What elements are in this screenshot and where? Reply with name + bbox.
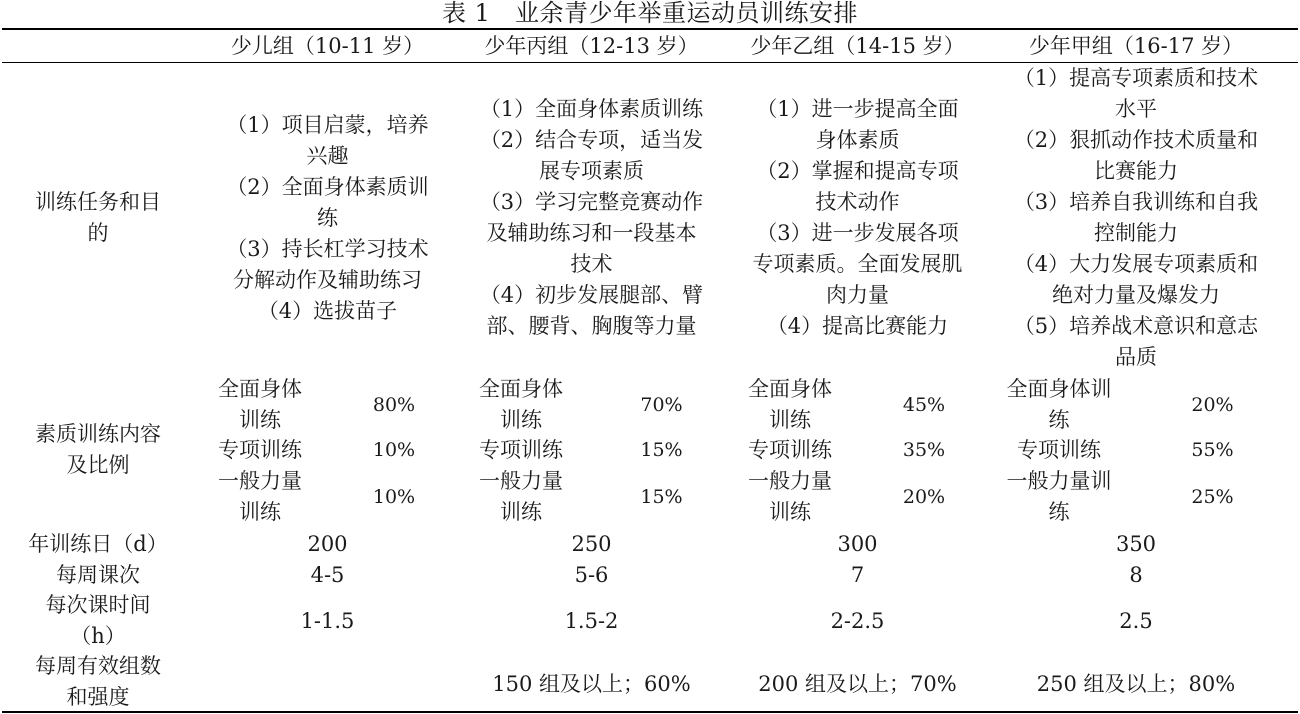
column-header-1-line: 少儿组（10-11 岁） <box>230 33 425 58</box>
task-cell-2 <box>458 63 725 373</box>
days-cell-2-lines <box>571 529 611 560</box>
task-cell-3-line: 技术动作 <box>815 190 900 214</box>
days-cell-2-line: 250 <box>571 531 612 556</box>
content-pct-1-2-line: 10% <box>372 438 416 461</box>
weekly-cell-3-line: 7 <box>850 562 865 587</box>
task-cell-1-line: （3）持长杠学习技术 <box>226 236 429 261</box>
row-label-tasks-line: 的 <box>87 221 109 245</box>
column-header-1 <box>200 30 455 62</box>
content-pct-4-1-lines <box>1191 390 1233 421</box>
row-label-weekly <box>8 560 188 590</box>
duration-cell-3-lines <box>831 606 885 637</box>
task-cell-1-lines <box>226 110 428 327</box>
duration-cell-4-lines <box>1119 606 1152 637</box>
content-item-2-1-line: 训练 <box>500 408 542 432</box>
content-item-3-3 <box>726 467 854 527</box>
task-cell-4-line: 控制能力 <box>1094 221 1178 245</box>
duration-cell-1-lines <box>301 606 355 637</box>
weekly-cell-1-line: 4-5 <box>310 562 345 587</box>
content-item-3-3-lines <box>748 466 832 528</box>
content-item-1-1-line: 全面身体 <box>218 377 302 401</box>
task-cell-2-lines <box>480 94 703 342</box>
row-label-days-lines <box>28 529 167 560</box>
row-label-tasks <box>8 63 188 373</box>
task-cell-4-line: （3）培养自我训练和自我 <box>1013 190 1259 214</box>
content-item-3-1 <box>726 373 854 437</box>
task-cell-1-line: （4）选拔苗子 <box>257 298 398 323</box>
content-item-2-2-lines <box>479 435 563 466</box>
row-label-duration <box>8 590 188 652</box>
content-item-4-1-lines <box>1007 374 1112 436</box>
content-pct-3-2 <box>873 433 975 467</box>
content-item-3-1-line: 全面身体 <box>748 377 832 401</box>
content-item-4-3-line: 一般力量训 <box>1006 469 1112 493</box>
task-cell-4-line: 水平 <box>1115 97 1157 121</box>
days-cell-1-line: 200 <box>307 531 348 556</box>
content-item-2-3-lines <box>479 466 563 528</box>
content-pct-4-3 <box>1154 467 1271 527</box>
content-pct-4-2 <box>1154 433 1271 467</box>
row-label-content-line: 及比例 <box>66 453 130 477</box>
content-item-3-2-line: 专项训练 <box>748 437 832 462</box>
task-cell-1-line: （1）项目启蒙，培养 <box>226 112 429 137</box>
sets-cell-2-lines <box>492 669 690 700</box>
content-item-3-1-line: 训练 <box>769 408 811 432</box>
content-item-2-1 <box>454 373 588 437</box>
content-pct-3-1-lines <box>903 390 945 421</box>
content-pct-2-3 <box>608 467 715 527</box>
column-header-2 <box>458 30 725 62</box>
task-cell-1 <box>200 63 455 373</box>
task-cell-2-line: 展专项素质 <box>539 159 644 183</box>
content-item-2-1-line: 全面身体 <box>479 377 563 401</box>
days-cell-3-line: 300 <box>837 531 878 556</box>
table-caption: 表 1 业余青少年举重运动员训练安排 <box>442 0 858 27</box>
row-label-sets-line: 每周有效组数 <box>35 653 161 678</box>
row-label-duration-lines <box>46 590 151 652</box>
row-label-content-lines <box>35 419 161 481</box>
content-item-4-2-line: 专项训练 <box>1017 437 1101 462</box>
column-header-3 <box>730 30 985 62</box>
content-item-1-3-line: 一般力量 <box>218 469 302 493</box>
content-pct-1-1-line: 80% <box>372 393 416 416</box>
sets-cell-2-line: 150 组及以上；60% <box>492 672 691 696</box>
content-item-2-3-line: 训练 <box>500 500 542 524</box>
row-label-duration-line: （h） <box>70 624 126 648</box>
content-item-1-2-line: 专项训练 <box>218 437 302 462</box>
task-cell-4-lines <box>1014 63 1258 373</box>
column-header-2-line: 少年丙组（12-13 岁） <box>484 33 699 58</box>
content-pct-2-2-line: 15% <box>640 438 683 461</box>
content-item-3-1-lines <box>748 374 832 436</box>
column-header-3-line: 少年乙组（14-15 岁） <box>750 33 965 58</box>
row-label-weekly-line: 每周课次 <box>56 562 140 587</box>
task-cell-3-line: 身体素质 <box>815 128 900 152</box>
content-item-4-2-lines <box>1017 435 1101 466</box>
column-header-4-lines <box>1029 31 1243 62</box>
days-cell-3 <box>730 528 985 560</box>
content-pct-3-2-lines <box>903 435 945 466</box>
content-item-4-1-line: 练 <box>1048 408 1070 432</box>
content-item-3-3-line: 训练 <box>769 500 811 524</box>
content-pct-1-2-lines <box>373 435 415 466</box>
weekly-cell-4 <box>990 560 1282 590</box>
task-cell-2-line: （4）初步发展腿部、臂 <box>479 283 704 307</box>
row-label-days-line: 年训练日（d） <box>28 531 168 556</box>
content-pct-1-3-lines <box>373 482 415 513</box>
sets-cell-4 <box>990 655 1282 714</box>
content-pct-1-1-lines <box>373 390 415 421</box>
content-item-4-3 <box>986 467 1132 527</box>
content-pct-3-3 <box>873 467 975 527</box>
content-item-2-3 <box>454 467 588 527</box>
task-cell-1-line: （2）全面身体素质训 <box>226 174 429 199</box>
content-pct-2-1-lines <box>640 390 682 421</box>
weekly-cell-1-lines <box>311 560 345 591</box>
days-cell-4-lines <box>1116 529 1156 560</box>
content-item-1-1 <box>196 373 324 437</box>
content-item-3-2-lines <box>748 435 832 466</box>
row-label-weekly-lines <box>56 560 140 591</box>
content-item-1-3-lines <box>218 466 302 528</box>
content-pct-2-2-lines <box>640 435 682 466</box>
content-item-3-2 <box>726 433 854 467</box>
content-pct-1-3-line: 10% <box>372 485 416 508</box>
sets-cell-2 <box>458 655 725 714</box>
row-label-sets-lines <box>35 651 161 713</box>
task-cell-3-lines <box>753 94 963 342</box>
duration-cell-4-line: 2.5 <box>1119 608 1153 633</box>
weekly-cell-3-lines <box>851 560 864 591</box>
content-pct-4-1 <box>1154 373 1271 437</box>
task-cell-3-line: （2）掌握和提高专项 <box>756 159 959 183</box>
days-cell-1 <box>200 528 455 560</box>
task-cell-4-line: （2）狠抓动作技术质量和 <box>1013 128 1259 152</box>
task-cell-4-line: 品质 <box>1115 345 1157 369</box>
row-label-content-line: 素质训练内容 <box>35 422 161 446</box>
duration-cell-2 <box>458 590 725 652</box>
column-header-4 <box>990 30 1282 62</box>
weekly-cell-4-lines <box>1129 560 1142 591</box>
weekly-cell-1 <box>200 560 455 590</box>
content-pct-2-2 <box>608 433 715 467</box>
row-label-content <box>8 373 188 527</box>
column-header-4-line: 少年甲组（16-17 岁） <box>1028 33 1244 58</box>
task-cell-2-line: 及辅助练习和一段基本 <box>486 221 697 245</box>
column-header-1-lines <box>231 31 424 62</box>
sets-cell-4-line: 250 组及以上；80% <box>1036 672 1236 696</box>
content-item-1-1-lines <box>218 374 302 436</box>
sets-cell-3 <box>730 655 985 714</box>
content-pct-3-3-lines <box>903 482 945 513</box>
task-cell-3-line: （4）提高比赛能力 <box>766 314 949 338</box>
content-item-2-1-lines <box>479 374 563 436</box>
row-label-days <box>8 528 188 560</box>
sets-cell-3-lines <box>758 669 956 700</box>
content-pct-2-1 <box>608 373 715 437</box>
task-cell-1-line: 分解动作及辅助练习 <box>233 267 422 292</box>
column-header-3-lines <box>750 31 964 62</box>
row-label-tasks-line: 训练任务和目 <box>35 190 161 214</box>
content-item-1-3-line: 训练 <box>239 500 281 524</box>
content-pct-4-3-lines <box>1191 482 1233 513</box>
task-cell-2-line: 技术 <box>570 252 613 276</box>
content-pct-3-2-line: 35% <box>902 438 946 461</box>
content-pct-1-3 <box>343 467 445 527</box>
task-cell-3 <box>730 63 985 373</box>
task-cell-1-line: 练 <box>317 205 338 230</box>
row-label-sets <box>8 652 188 711</box>
task-cell-3-line: （1）进一步提高全面 <box>756 97 959 121</box>
content-item-1-1-line: 训练 <box>239 408 281 432</box>
task-cell-4-line: （1）提高专项素质和技术 <box>1013 66 1259 90</box>
column-header-2-lines <box>484 31 698 62</box>
content-pct-4-2-lines <box>1191 435 1233 466</box>
task-cell-1-line: 兴趣 <box>306 143 349 168</box>
content-item-2-2-line: 专项训练 <box>479 437 563 462</box>
row-label-duration-line: 每次课时间 <box>45 593 151 617</box>
duration-cell-3 <box>730 590 985 652</box>
days-cell-4-line: 350 <box>1115 531 1157 556</box>
days-cell-2 <box>458 528 725 560</box>
task-cell-2-line: 部、腰背、胸腹等力量 <box>486 314 697 338</box>
content-item-1-2 <box>196 433 324 467</box>
content-pct-2-3-line: 15% <box>640 485 683 508</box>
weekly-cell-2 <box>458 560 725 590</box>
content-pct-4-1-line: 20% <box>1191 393 1234 416</box>
content-item-1-3 <box>196 467 324 527</box>
days-cell-4 <box>990 528 1282 560</box>
duration-cell-1 <box>200 590 455 652</box>
content-pct-2-1-line: 70% <box>640 393 683 416</box>
row-label-tasks-lines <box>35 187 161 249</box>
task-cell-3-line: 专项素质。全面发展肌 <box>752 252 963 276</box>
weekly-cell-2-lines <box>575 560 609 591</box>
content-pct-4-2-line: 55% <box>1191 438 1234 461</box>
task-cell-4 <box>990 63 1282 373</box>
content-pct-1-2 <box>343 433 445 467</box>
task-cell-2-line: （1）全面身体素质训练 <box>479 97 704 121</box>
weekly-cell-3 <box>730 560 985 590</box>
task-cell-2-line: （2）结合专项，适当发 <box>479 128 704 152</box>
task-cell-3-line: 肉力量 <box>826 283 889 307</box>
task-cell-4-line: 绝对力量及爆发力 <box>1052 283 1220 307</box>
content-item-3-3-line: 一般力量 <box>748 469 832 493</box>
content-item-4-2 <box>986 433 1132 467</box>
duration-cell-2-line: 1.5-2 <box>564 608 619 633</box>
content-pct-3-3-line: 20% <box>902 485 946 508</box>
days-cell-3-lines <box>837 529 877 560</box>
content-item-4-1 <box>986 373 1132 437</box>
content-item-4-3-lines <box>1007 466 1112 528</box>
weekly-cell-2-line: 5-6 <box>574 562 609 587</box>
duration-cell-4 <box>990 590 1282 652</box>
duration-cell-2-lines <box>565 606 619 637</box>
row-label-sets-line: 和强度 <box>66 684 130 709</box>
content-item-4-3-line: 练 <box>1048 500 1070 524</box>
content-pct-1-1 <box>343 373 445 437</box>
content-item-2-3-line: 一般力量 <box>479 469 563 493</box>
content-pct-4-3-line: 25% <box>1191 485 1234 508</box>
task-cell-2-line: （3）学习完整竞赛动作 <box>479 190 704 214</box>
task-cell-4-line: （5）培养战术意识和意志 <box>1013 314 1259 338</box>
content-pct-2-3-lines <box>640 482 682 513</box>
duration-cell-1-line: 1-1.5 <box>300 608 355 633</box>
task-cell-4-line: 比赛能力 <box>1094 159 1178 183</box>
task-cell-3-line: （3）进一步发展各项 <box>756 221 959 245</box>
sets-cell-4-lines <box>1037 669 1235 700</box>
content-pct-3-1 <box>873 373 975 437</box>
content-item-2-2 <box>454 433 588 467</box>
days-cell-1-lines <box>307 529 347 560</box>
content-item-1-2-lines <box>218 435 302 466</box>
sets-cell-3-line: 200 组及以上；70% <box>758 672 957 696</box>
content-item-4-1-line: 全面身体训 <box>1006 377 1112 401</box>
task-cell-4-line: （4）大力发展专项素质和 <box>1013 252 1259 276</box>
weekly-cell-4-line: 8 <box>1129 562 1143 587</box>
content-pct-3-1-line: 45% <box>902 393 946 416</box>
duration-cell-3-line: 2-2.5 <box>830 608 885 633</box>
